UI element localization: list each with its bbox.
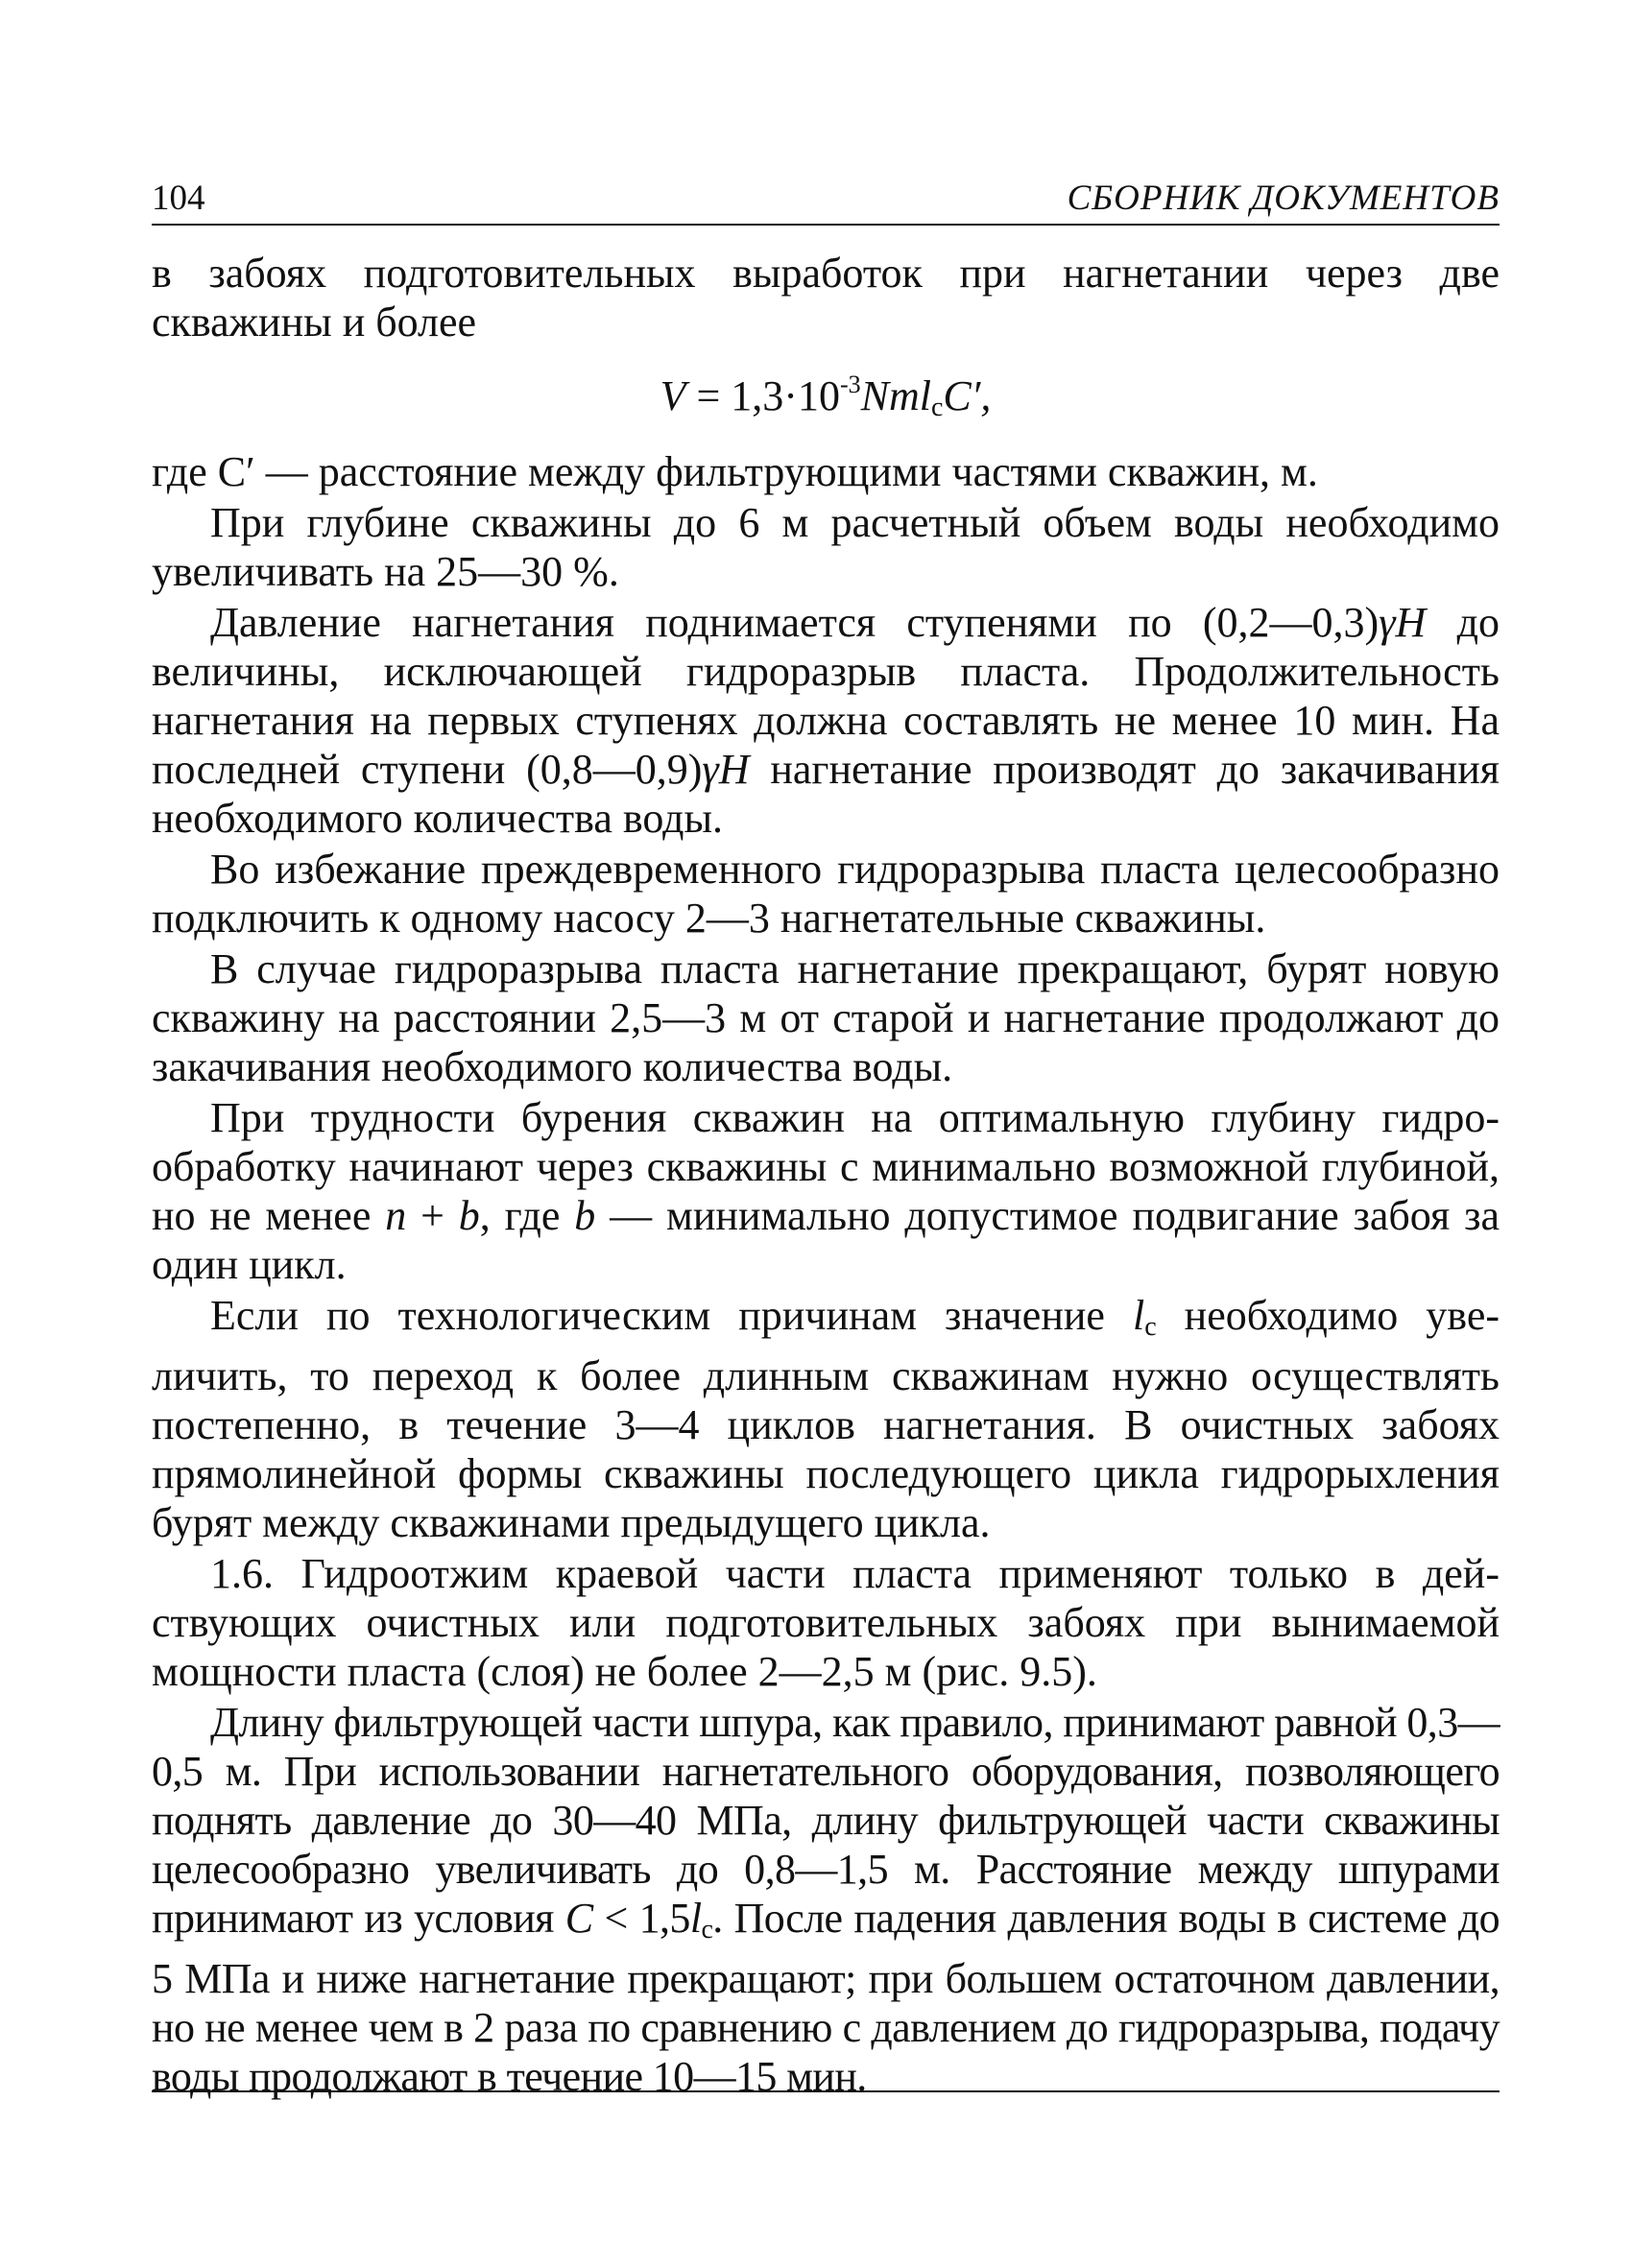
math-var: b (574, 1192, 596, 1239)
text-run: При трудности бурения скважин на оптимальную глубину гидрообработку начинают через скважины с минимально возможной глубиной, но не менее (152, 1094, 1500, 1239)
text-run: до величины, исключающей гидроразрыв пласта. Продолжительность нагнетания на первых ступенях должна составлять не менее 10 мин. На последней ступени (0,8—0,9) (152, 599, 1500, 793)
formula-lhs: V (660, 372, 686, 419)
paragraph: в забоях подготовительных выработок при нагнетании через две скважины и более (152, 250, 1500, 346)
text-run: , где (479, 1192, 575, 1239)
math-var: l (689, 1895, 702, 1942)
formula-exp: -3 (839, 370, 861, 398)
math-var: γH (1379, 599, 1427, 646)
running-title: СБОРНИК ДОКУМЕНТОВ (1067, 179, 1500, 218)
paragraph: В случае гидроразрыва пласта нагнетание прекращают, бурят новую скважину на расстоянии 2,5—3 м от старой и нагнетание продолжают до закачивания необходимого количества воды. (152, 945, 1500, 1090)
paragraph: При глубине скважины до 6 м расчетный объем воды необходимо увеличивать на 25—30 %. (152, 499, 1500, 595)
formula-eq: = 1,3·10 (685, 372, 840, 419)
paragraph: Во избежание преждевременного гидроразрыва пласта целесообразно подключить к одному насосу 2—3 нагнетательные скважины. (152, 846, 1500, 942)
paragraph: где C′ — расстояние между фильтрующими частями скважин, м. (152, 448, 1318, 495)
running-head (152, 178, 1500, 226)
paragraph (152, 1093, 1500, 1289)
text-run: Длину фильтрующей части шпура, как правило, принимают равной 0,3—0,5 м. При использовании нагнетательного оборудования, позволяющего поднять давление до 30—40 МПа, длину фильтрующей части скважины целесообразно увеличивать до 0,8—1,5 м. Расстояние между шпурами принимают из условия (152, 1699, 1500, 1942)
formula-vars: Nml (860, 372, 931, 419)
footer-rule (152, 2090, 1500, 2092)
body-text (152, 249, 1500, 2101)
text-run: + (406, 1192, 459, 1239)
math-sub: с (701, 1915, 713, 1945)
text-run: Давление нагнетания поднимается ступенями по (0,2—0,3) (210, 599, 1380, 646)
math-var: C (564, 1895, 593, 1942)
text-run: нагнетание производят до закачивания необходимого количества воды. (152, 746, 1500, 842)
paragraph (152, 1698, 1500, 2101)
formula-tail: C′, (943, 372, 992, 419)
math-var: γH (702, 746, 750, 793)
text-run: Если по технологическим причинам значение (210, 1292, 1133, 1339)
math-sub: с (1144, 1312, 1157, 1342)
text-run: < 1,5 (592, 1895, 690, 1942)
paragraph: 1.6. Гидроотжим краевой части пласта применяют только в действующих очистных или подготовительных забоях при вынимаемой мощности пласта (слоя) не более 2—2,5 м (рис. 9.5). (152, 1550, 1500, 1695)
text-run: . После падения давления воды в системе до 5 МПа и ниже нагнетание прекращают; при большем остаточном давлении, но не менее чем в 2 раза по сравнению с давлением до гидроразрыва, подачу воды продолжают в течение 10—15 мин. (152, 1895, 1500, 2100)
page-number: 104 (152, 179, 205, 218)
paragraph (152, 1291, 1500, 1547)
paragraph (152, 598, 1500, 843)
formula (152, 360, 1500, 432)
math-var: n (385, 1192, 407, 1239)
text-run: — минимально допустимое подвигание забоя за один цикл. (152, 1192, 1500, 1288)
text-run: необходимо увеличить, то переход к более длинным скважинам нужно осуществлять постепенно, в течение 3—4 циклов нагнетания. В очистных забоях прямолинейной формы скважины последующего цикла гидрорыхления бурят между скважинами предыдущего цикла. (152, 1292, 1500, 1546)
math-var: b (458, 1192, 480, 1239)
formula-sub: с (930, 393, 944, 422)
document-page (152, 178, 1500, 2103)
math-var: l (1132, 1292, 1145, 1339)
